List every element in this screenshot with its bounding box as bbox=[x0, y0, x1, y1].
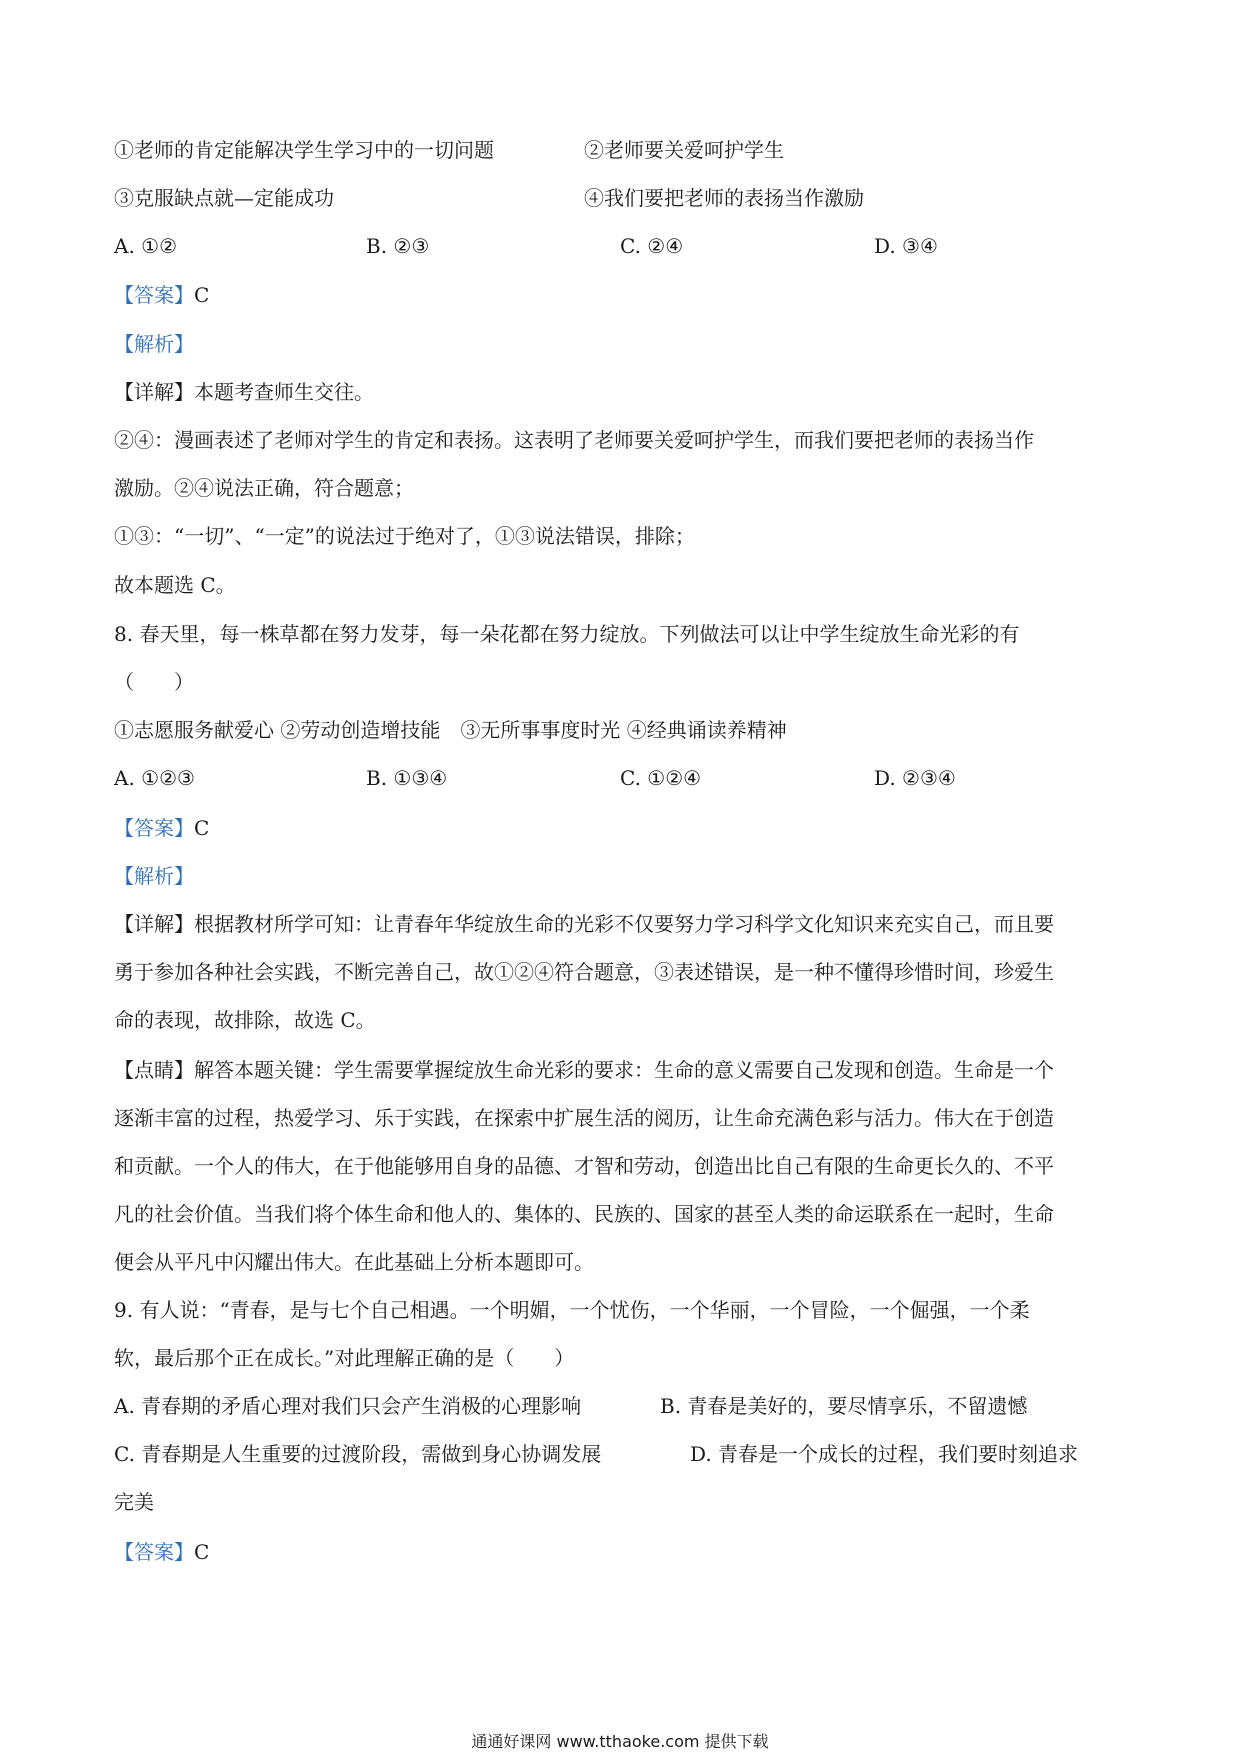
q8-point-line: 凡的社会价值。当我们将个体生命和他人的、集体的、民族的、国家的甚至人类的命运联系在一起时，生命 bbox=[114, 1202, 1054, 1226]
point-tag: 【点睛】 bbox=[114, 1058, 194, 1082]
answer-value: C bbox=[194, 816, 210, 840]
detail-text: 根据教材所学可知：让青春年华绽放生命的光彩不仅要努力学习科学文化知识来充实自己，而且要 bbox=[194, 912, 1054, 936]
q7-answer bbox=[114, 281, 209, 309]
q7-explanation-line: 激励。②④说法正确，符合题意； bbox=[114, 476, 414, 500]
q8-statements: ①志愿服务献爱心 ②劳动创造增技能 ③无所事事度时光 ④经典诵读养精神 bbox=[114, 718, 787, 742]
q9-stem-line: 软，最后那个正在成长。”对此理解正确的是（ ） bbox=[114, 1346, 575, 1370]
q7-statement-1: ①老师的肯定能解决学生学习中的一切问题 bbox=[114, 138, 494, 162]
answer-value: C bbox=[194, 283, 210, 307]
q8-detail-line: 勇于参加各种社会实践，不断完善自己，故①②④符合题意，③表述错误，是一种不懂得珍惜时间，珍爱生 bbox=[114, 960, 1054, 984]
q8-stem-blank: （ ） bbox=[114, 670, 194, 694]
q7-detail bbox=[114, 378, 374, 406]
q8-point-line: 逐渐丰富的过程，热爱学习、乐于实践，在探索中扩展生活的阅历，让生命充满色彩与活力。伟大在于创造 bbox=[114, 1106, 1054, 1130]
q7-option-c: C. ②④ bbox=[620, 234, 684, 258]
q9-option-c: C. 青春期是人生重要的过渡阶段，需做到身心协调发展 bbox=[114, 1442, 602, 1466]
q7-statement-2: ②老师要关爱呵护学生 bbox=[584, 138, 784, 162]
q8-option-c: C. ①②④ bbox=[620, 766, 702, 790]
q7-option-d: D. ③④ bbox=[874, 234, 938, 258]
page-footer: 通通好课网 www.tthaoke.com 提供下载 bbox=[471, 1732, 769, 1751]
q8-option-a: A. ①②③ bbox=[114, 766, 195, 790]
q7-explanation-line: ②④：漫画表述了老师对学生的肯定和表扬。这表明了老师要关爱呵护学生，而我们要把老师的表扬当作 bbox=[114, 428, 1034, 452]
answer-tag: 【答案】 bbox=[114, 1540, 194, 1564]
q9-option-b: B. 青春是美好的，要尽情享乐，不留遗憾 bbox=[660, 1394, 1028, 1418]
q8-point bbox=[114, 1056, 1054, 1084]
answer-tag: 【答案】 bbox=[114, 283, 194, 307]
q9-answer bbox=[114, 1538, 209, 1566]
q8-option-b: B. ①③④ bbox=[366, 766, 448, 790]
q9-option-d: D. 青春是一个成长的过程，我们要时刻追求 bbox=[690, 1442, 1079, 1466]
q8-option-d: D. ②③④ bbox=[874, 766, 956, 790]
q8-point-line: 便会从平凡中闪耀出伟大。在此基础上分析本题即可。 bbox=[114, 1250, 594, 1274]
analysis-tag: 【解析】 bbox=[114, 332, 194, 356]
q9-option-d-continued: 完美 bbox=[114, 1490, 154, 1514]
q8-detail-line: 命的表现，故排除，故选 C。 bbox=[114, 1008, 376, 1032]
answer-value: C bbox=[194, 1540, 210, 1564]
q7-conclusion: 故本题选 C。 bbox=[114, 573, 236, 597]
detail-tag: 【详解】 bbox=[114, 912, 194, 936]
q7-analysis-heading bbox=[114, 330, 194, 358]
q7-explanation-line: ①③：“一切”、“一定”的说法过于绝对了，①③说法错误，排除； bbox=[114, 524, 695, 548]
q7-statement-4: ④我们要把老师的表扬当作激励 bbox=[584, 186, 864, 210]
detail-tag: 【详解】 bbox=[114, 380, 194, 404]
q8-analysis-heading bbox=[114, 862, 194, 890]
point-text: 解答本题关键：学生需要掌握绽放生命光彩的要求：生命的意义需要自己发现和创造。生命是一个 bbox=[194, 1058, 1054, 1082]
q8-stem: 8. 春天里，每一株草都在努力发芽，每一朵花都在努力绽放。下列做法可以让中学生绽放生命光彩的有 bbox=[114, 622, 1020, 646]
q9-option-a: A. 青春期的矛盾心理对我们只会产生消极的心理影响 bbox=[114, 1394, 582, 1418]
answer-tag: 【答案】 bbox=[114, 816, 194, 840]
q9-stem: 9. 有人说：“青春，是与七个自己相遇。一个明媚，一个忧伤，一个华丽，一个冒险，一个倔强，一个柔 bbox=[114, 1298, 1030, 1322]
detail-text: 本题考查师生交往。 bbox=[194, 380, 374, 404]
q7-statement-3: ③克服缺点就—定能成功 bbox=[114, 186, 334, 210]
q7-option-b: B. ②③ bbox=[366, 234, 430, 258]
q8-point-line: 和贡献。一个人的伟大，在于他能够用自身的品德、才智和劳动，创造出比自己有限的生命更长久的、不平 bbox=[114, 1154, 1054, 1178]
q7-option-a: A. ①② bbox=[114, 234, 178, 258]
q8-answer bbox=[114, 814, 209, 842]
analysis-tag: 【解析】 bbox=[114, 864, 194, 888]
q8-detail bbox=[114, 910, 1054, 938]
